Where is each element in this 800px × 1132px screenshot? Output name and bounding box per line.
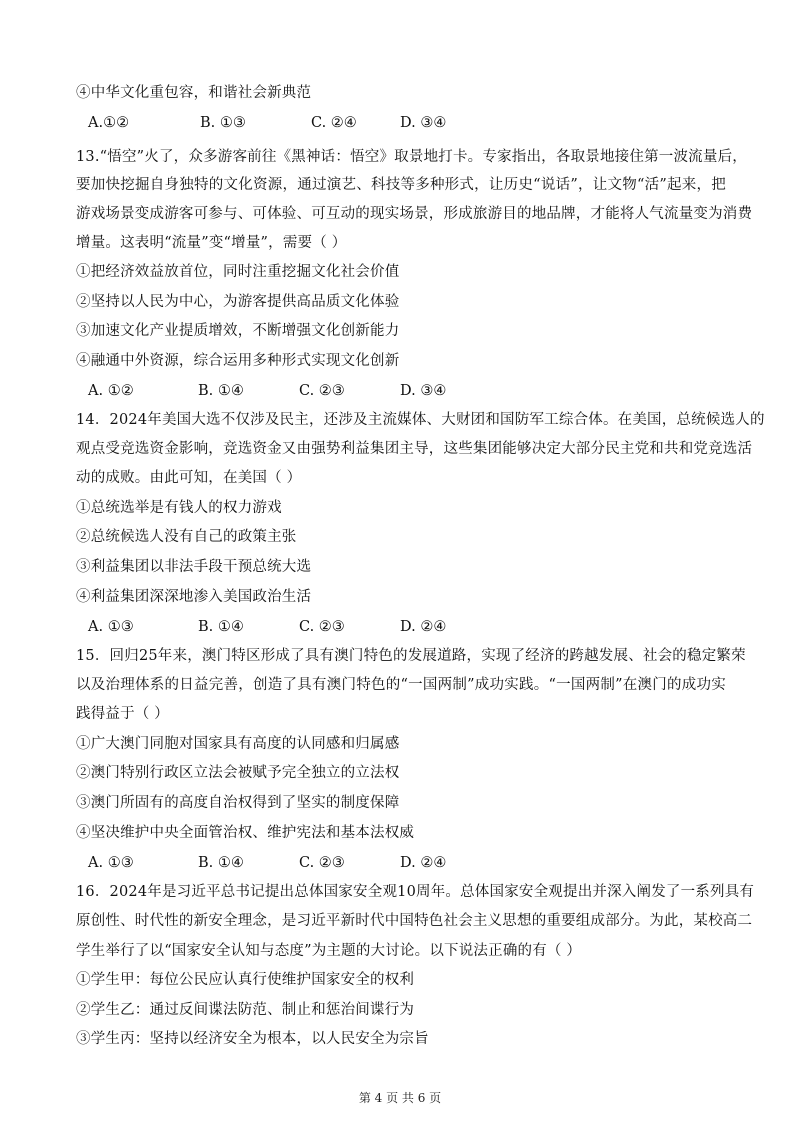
option-b: B. ①④ — [198, 383, 244, 399]
q15-stem-line-3: 践得益于（ ） — [76, 706, 170, 722]
q16-stem-line-3: 学生举行了以“国家安全认知与态度”为主题的大讨论。以下说法正确的有（ ） — [76, 943, 582, 959]
option-b: B. ①③ — [200, 115, 246, 131]
q15-stem-line-2: 以及治理体系的日益完善，创造了具有澳门特色的“一国两制”成功实践。“一国两制”在澳门的成功实 — [76, 677, 726, 693]
q15-item-2: ②澳门特别行政区立法会被赋予完全独立的立法权 — [76, 765, 400, 781]
q15-item-4: ④坚决维护中央全面管治权、维护宪法和基本法权威 — [76, 825, 415, 841]
option-d: D. ③④ — [400, 115, 447, 131]
q14-stem-line-2: 观点受竞选资金影响，竞选资金又由强势利益集团主导，这些集团能够决定大部分民主党和共和党竞选活 — [76, 441, 753, 457]
option-d: D. ③④ — [400, 383, 447, 399]
option-a: A. ①② — [88, 383, 134, 399]
q16-item-3: ③学生丙：坚持以经济安全为根本，以人民安全为宗旨 — [76, 1031, 429, 1047]
q16-item-1: ①学生甲：每位公民应认真行使维护国家安全的权利 — [76, 972, 415, 988]
q14-item-4: ④利益集团深深地渗入美国政治生活 — [76, 589, 312, 605]
page-number: 第 4 页 共 6 页 — [358, 1091, 442, 1105]
q15-item-1: ①广大澳门同胞对国家具有高度的认同感和归属感 — [76, 736, 400, 752]
option-c: C. ②④ — [311, 115, 357, 131]
q15-item-3: ③澳门所固有的高度自治权得到了坚实的制度保障 — [76, 795, 400, 811]
q13-stem-line-1: 13.“悟空”火了，众多游客前往《黑神话：悟空》取景地打卡。专家指出，各取景地接住第一波流量后， — [76, 149, 747, 165]
option-a: A.①② — [88, 115, 130, 131]
option-d: D. ②④ — [400, 619, 447, 635]
q13-stem-line-3: 游戏场景变成游客可参与、可体验、可互动的现实场景，形成旅游目的地品牌，才能将人气流量变为消费 — [76, 206, 753, 222]
q13-item-3: ③加速文化产业提质增效，不断增强文化创新能力 — [76, 323, 400, 339]
option-a: A. ①③ — [88, 855, 134, 871]
q14-stem-line-1: 14．2024年美国大选不仅涉及民主，还涉及主流媒体、大财团和国防军工综合体。在美国，总统候选人的 — [76, 412, 765, 428]
option-c: C. ②③ — [299, 383, 345, 399]
q14-item-1: ①总统选举是有钱人的权力游戏 — [76, 500, 282, 516]
option-c: C. ②③ — [299, 619, 345, 635]
prev-question-item-4: ④中华文化重包容，和谐社会新典范 — [76, 85, 312, 101]
q14-item-3: ③利益集团以非法手段干预总统大选 — [76, 559, 312, 575]
q16-stem-line-1: 16．2024年是习近平总书记提出总体国家安全观10周年。总体国家安全观提出并深入阐发了一系列具有 — [76, 884, 755, 900]
option-b: B. ①④ — [198, 855, 244, 871]
q13-stem-line-4: 增量。这表明“流量”变“增量”，需要（ ） — [76, 235, 347, 251]
q14-item-2: ②总统候选人没有自己的政策主张 — [76, 529, 297, 545]
q14-stem-line-3: 动的成败。由此可知，在美国（ ） — [76, 470, 302, 486]
option-d: D. ②④ — [400, 855, 447, 871]
option-c: C. ②③ — [299, 855, 345, 871]
option-b: B. ①④ — [198, 619, 244, 635]
q13-item-4: ④融通中外资源，综合运用多种形式实现文化创新 — [76, 353, 400, 369]
option-a: A. ①③ — [88, 619, 134, 635]
q13-stem-line-2: 要加快挖掘自身独特的文化资源，通过演艺、科技等多种形式，让历史“说话”，让文物“活”起来，把 — [76, 177, 726, 193]
q13-item-2: ②坚持以人民为中心，为游客提供高品质文化体验 — [76, 294, 400, 310]
q16-stem-line-2: 原创性、时代性的新安全理念，是习近平新时代中国特色社会主义思想的重要组成部分。为此，某校高二 — [76, 913, 753, 929]
q13-item-1: ①把经济效益放首位，同时注重挖掘文化社会价值 — [76, 264, 400, 280]
q15-stem-line-1: 15．回归25年来，澳门特区形成了具有澳门特色的发展道路，实现了经济的跨越发展、社会的稳定繁荣 — [76, 648, 746, 664]
q16-item-2: ②学生乙：通过反间谍法防范、制止和惩治间谍行为 — [76, 1002, 415, 1018]
